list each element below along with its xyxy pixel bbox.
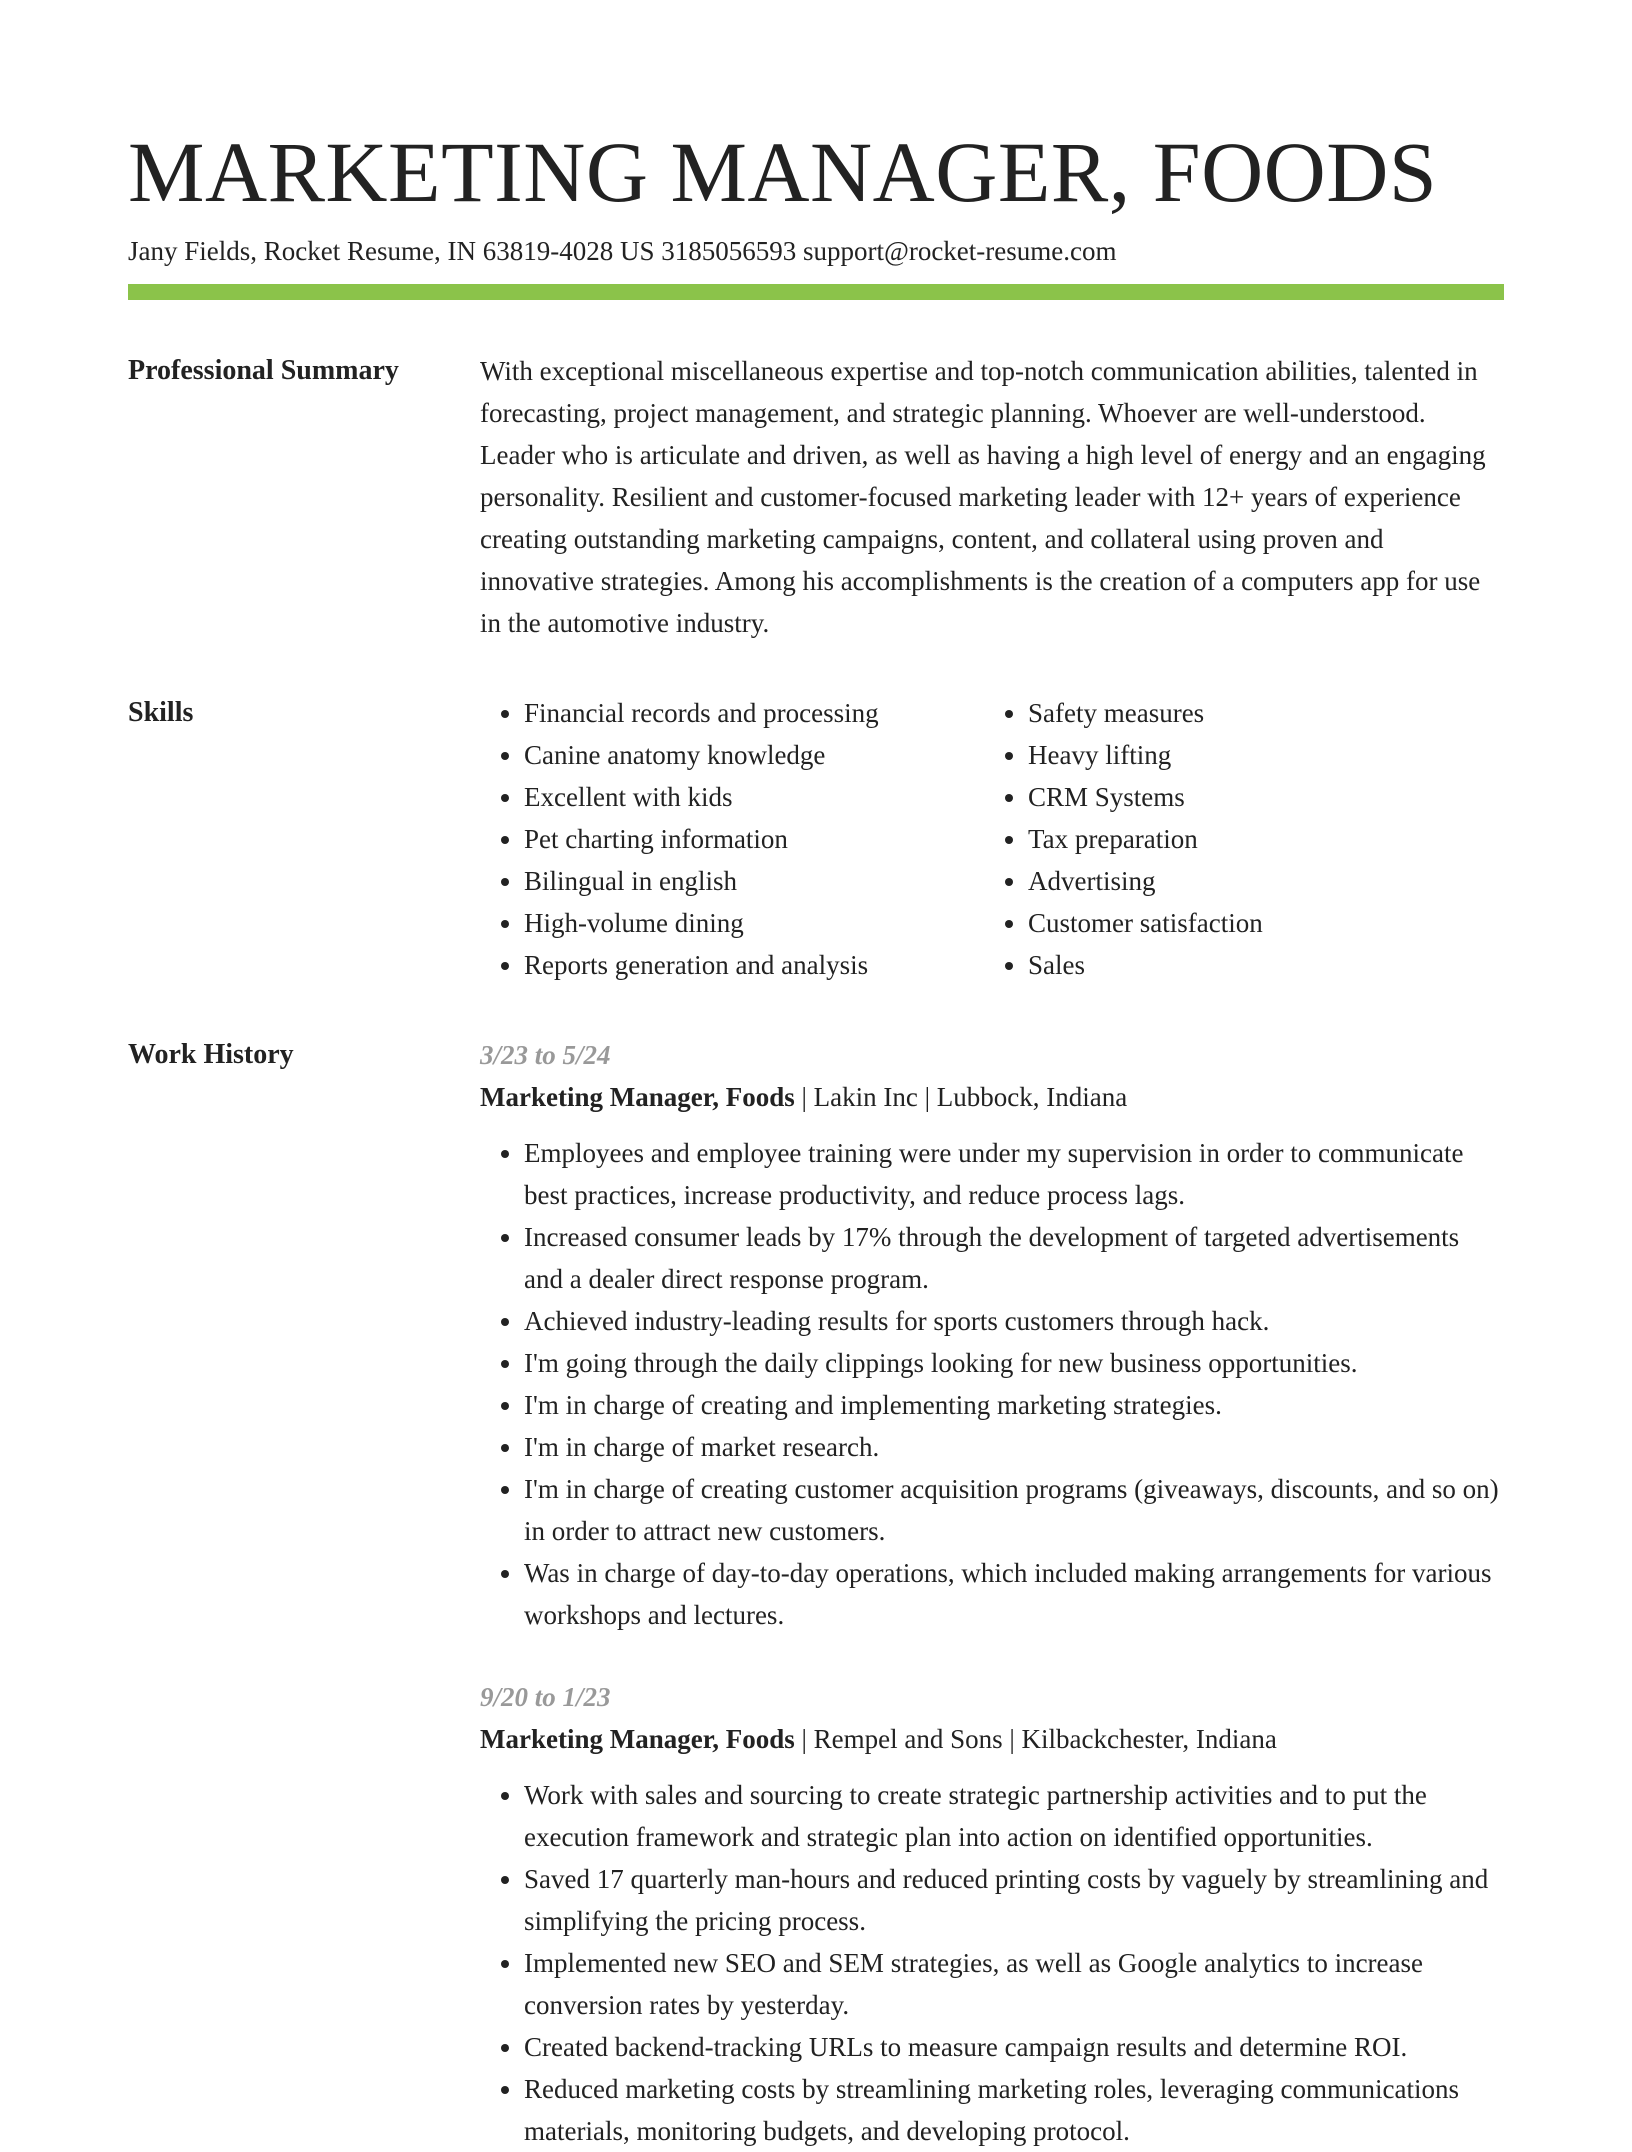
skill-item: • Bilingual in english xyxy=(524,860,984,902)
skills-list-left xyxy=(480,692,984,986)
job-bullet: • I'm going through the daily clippings looking for new business opportunities. xyxy=(524,1342,1504,1384)
contact-name-address: Jany Fields, Rocket Resume, IN 63819-4028 US xyxy=(128,236,655,266)
job-company: Lakin Inc xyxy=(813,1082,918,1112)
skills-list-right xyxy=(984,692,1504,986)
job-bullet: • Implemented new SEO and SEM strategies, as well as Google analytics to increase conversion rates by yesterday. xyxy=(524,1942,1504,2026)
job-bullet: • I'm in charge of creating and implementing marketing strategies. xyxy=(524,1384,1504,1426)
skill-item: • CRM Systems xyxy=(1028,776,1504,818)
job-bullet: • Saved 17 quarterly man-hours and reduced printing costs by vaguely by streamlining and simplifying the pricing process. xyxy=(524,1858,1504,1942)
header-divider xyxy=(128,284,1504,300)
skill-item: • Customer satisfaction xyxy=(1028,902,1504,944)
job-bullets xyxy=(480,1132,1504,1636)
job-location: Lubbock, Indiana xyxy=(936,1082,1128,1112)
skill-item: • Tax preparation xyxy=(1028,818,1504,860)
contact-email: support@rocket-resume.com xyxy=(802,236,1117,266)
resume-page xyxy=(128,122,1504,2152)
job-heading: Marketing Manager, Foods | Rempel and Sons | Kilbackchester, Indiana xyxy=(480,1724,1277,1754)
job-bullet: • I'm in charge of creating customer acquisition programs (giveaways, discounts, and so on) in order to attract new customers. xyxy=(524,1468,1504,1552)
job-entry xyxy=(480,1034,1504,1636)
summary-section xyxy=(128,350,1504,644)
skill-item: • Safety measures xyxy=(1028,692,1504,734)
job-dates: 9/20 to 1/23 xyxy=(480,1682,611,1712)
contact-line xyxy=(128,234,1504,268)
job-bullet: • Employees and employee training were under my supervision in order to communicate best practices, increase productivity, and reduce process lags. xyxy=(524,1132,1504,1216)
skill-item: • Pet charting information xyxy=(524,818,984,860)
skill-item: • Financial records and processing xyxy=(524,692,984,734)
job-bullet: • I'm in charge of market research. xyxy=(524,1426,1504,1468)
job-bullet: • Was in charge of day-to-day operations, which included making arrangements for various workshops and lectures. xyxy=(524,1552,1504,1636)
job-title: Marketing Manager, Foods xyxy=(480,1724,795,1754)
job-bullet: • Created backend-tracking URLs to measure campaign results and determine ROI. xyxy=(524,2026,1504,2068)
job-company: Rempel and Sons xyxy=(813,1724,1003,1754)
skill-item: • Heavy lifting xyxy=(1028,734,1504,776)
job-entry xyxy=(480,1676,1504,2152)
skill-item: • Excellent with kids xyxy=(524,776,984,818)
skill-item: • Sales xyxy=(1028,944,1504,986)
summary-text: With exceptional miscellaneous expertise and top-notch communication abilities, talented in forecasting, project management, and strategic planning. Whoever are well-understood. Leader who is articulate and driven, as well as having a high level of energy and an engaging personality. Resilient and customer-focused marketing leader with 12+ years of experience creating outstanding marketing campaigns, content, and collateral using proven and innovative strategies. Among his accomplishments is the creation of a computers app for use in the automotive industry. xyxy=(480,356,1486,638)
work-history-section xyxy=(128,1034,1504,2152)
job-dates: 3/23 to 5/24 xyxy=(480,1040,611,1070)
skill-item: • Canine anatomy knowledge xyxy=(524,734,984,776)
skill-item: • High-volume dining xyxy=(524,902,984,944)
job-bullets xyxy=(480,1774,1504,2152)
skills-section xyxy=(128,692,1504,986)
summary-body xyxy=(480,350,1504,644)
job-heading: Marketing Manager, Foods | Lakin Inc | Lubbock, Indiana xyxy=(480,1082,1128,1112)
resume-title: MARKETING MANAGER, FOODS xyxy=(128,124,1438,220)
job-bullet: • Increased consumer leads by 17% through the development of targeted advertisements and a dealer direct response program. xyxy=(524,1216,1504,1300)
skill-item: • Reports generation and analysis xyxy=(524,944,984,986)
job-bullet: • Achieved industry-leading results for sports customers through hack. xyxy=(524,1300,1504,1342)
job-bullet: • Reduced marketing costs by streamlining marketing roles, leveraging communications materials, monitoring budgets, and developing protocol. xyxy=(524,2068,1504,2152)
job-bullet: • Work with sales and sourcing to create strategic partnership activities and to put the execution framework and strategic plan into action on identified opportunities. xyxy=(524,1774,1504,1858)
work-history-heading: Work History xyxy=(128,1039,294,1070)
skills-body xyxy=(480,692,1504,986)
job-title: Marketing Manager, Foods xyxy=(480,1082,795,1112)
job-location: Kilbackchester, Indiana xyxy=(1021,1724,1277,1754)
work-history-body xyxy=(480,1034,1504,2152)
contact-phone: 3185056593 xyxy=(661,236,797,266)
skill-item: • Advertising xyxy=(1028,860,1504,902)
skills-heading: Skills xyxy=(128,697,194,728)
summary-heading: Professional Summary xyxy=(128,355,399,386)
